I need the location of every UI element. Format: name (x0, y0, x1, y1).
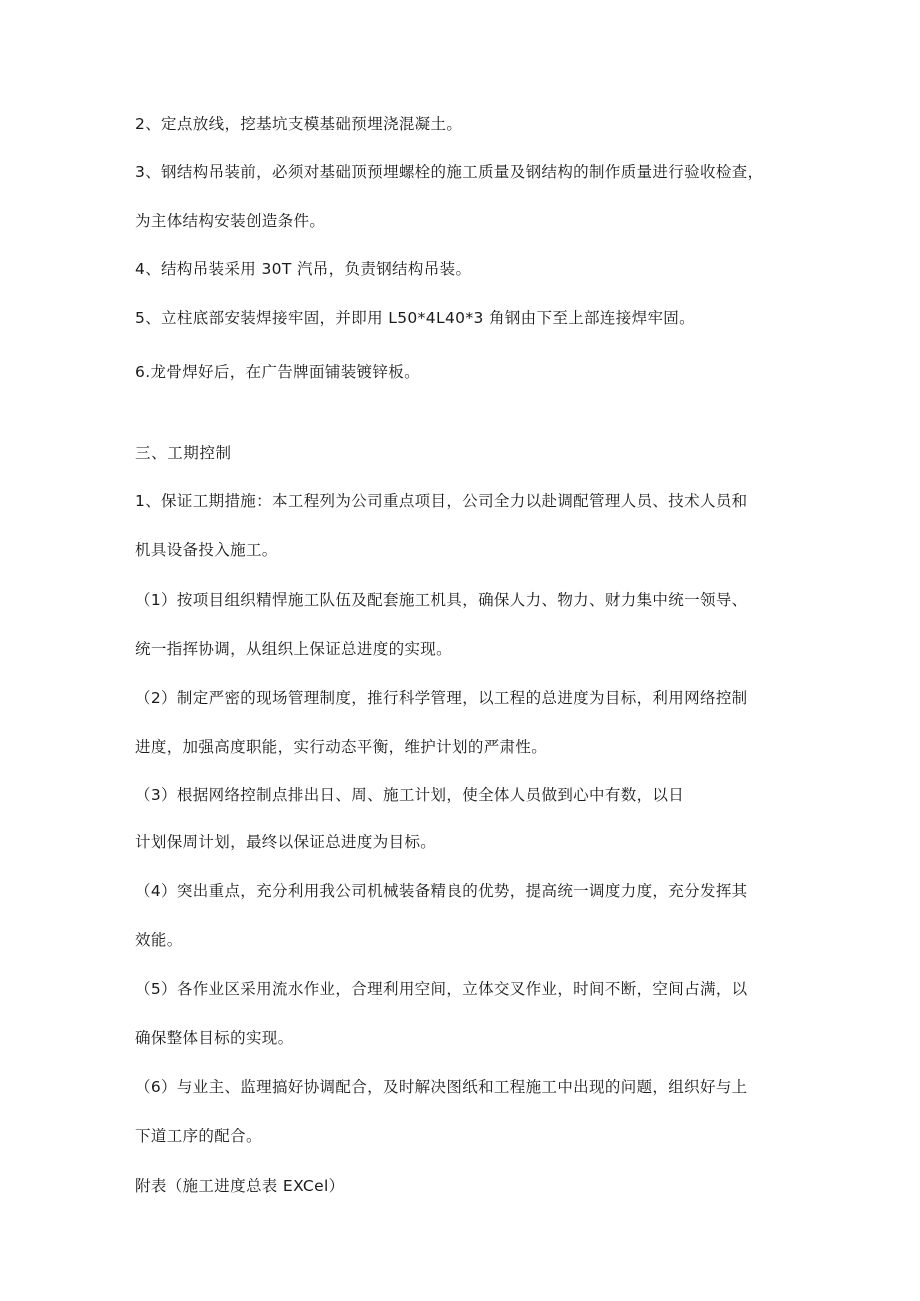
step-6-text: 6.龙骨焊好后，在广告牌面铺装镀锌板。 (135, 363, 420, 381)
section-heading: 三、工期控制 (135, 444, 232, 462)
item-1-text: （1）按项目组织精悍施工队伍及配套施工机具，确保人力、物力、财力集中统一领导、 (135, 591, 748, 609)
item-6-text: （6）与业主、监理搞好协调配合，及时解决图纸和工程施工中出现的问题，组织好与上 (135, 1078, 748, 1096)
step-2-text: 2、定点放线，挖基坑支模基础预埋浇混凝土。 (135, 115, 463, 133)
item-2-text: （2）制定严密的现场管理制度，推行科学管理，以工程的总进度为目标，利用网络控制 (135, 689, 748, 707)
item-2-continued-text: 进度，加强高度职能，实行动态平衡，维护计划的严肃性。 (135, 738, 548, 756)
measure-1-continued-text: 机具设备投入施工。 (135, 541, 278, 559)
item-3-continued-text: 计划保周计划，最终以保证总进度为目标。 (135, 833, 437, 851)
item-4-text: （4）突出重点，充分利用我公司机械装备精良的优势，提高统一调度力度，充分发挥其 (135, 882, 748, 900)
item-5-text: （5）各作业区采用流水作业，合理利用空间，立体交叉作业，时间不断，空间占满，以 (135, 980, 748, 998)
item-1-continued-text: 统一指挥协调，从组织上保证总进度的实现。 (135, 640, 453, 658)
item-6-continued-text: 下道工序的配合。 (135, 1127, 262, 1145)
appendix-text: 附表（施工进度总表 EXCel） (135, 1177, 345, 1195)
step-3-text: 3、钢结构吊装前，必须对基础顶预埋螺栓的施工质量及钢结构的制作质量进行验收检查， (135, 163, 764, 181)
step-5-text: 5、立柱底部安装焊接牢固，并即用 L50*4L40*3 角钢由下至上部连接焊牢固。 (135, 309, 696, 327)
measure-1-text: 1、保证工期措施：本工程列为公司重点项目，公司全力以赴调配管理人员、技术人员和 (135, 492, 748, 510)
item-3-text: （3）根据网络控制点排出日、周、施工计划，使全体人员做到心中有数，以日 (135, 786, 685, 804)
item-4-continued-text: 效能。 (135, 931, 183, 949)
item-5-continued-text: 确保整体目标的实现。 (135, 1029, 294, 1047)
step-3-continued-text: 为主体结构安装创造条件。 (135, 212, 326, 230)
step-4-text: 4、结构吊装采用 30T 汽吊，负责钢结构吊装。 (135, 260, 472, 278)
